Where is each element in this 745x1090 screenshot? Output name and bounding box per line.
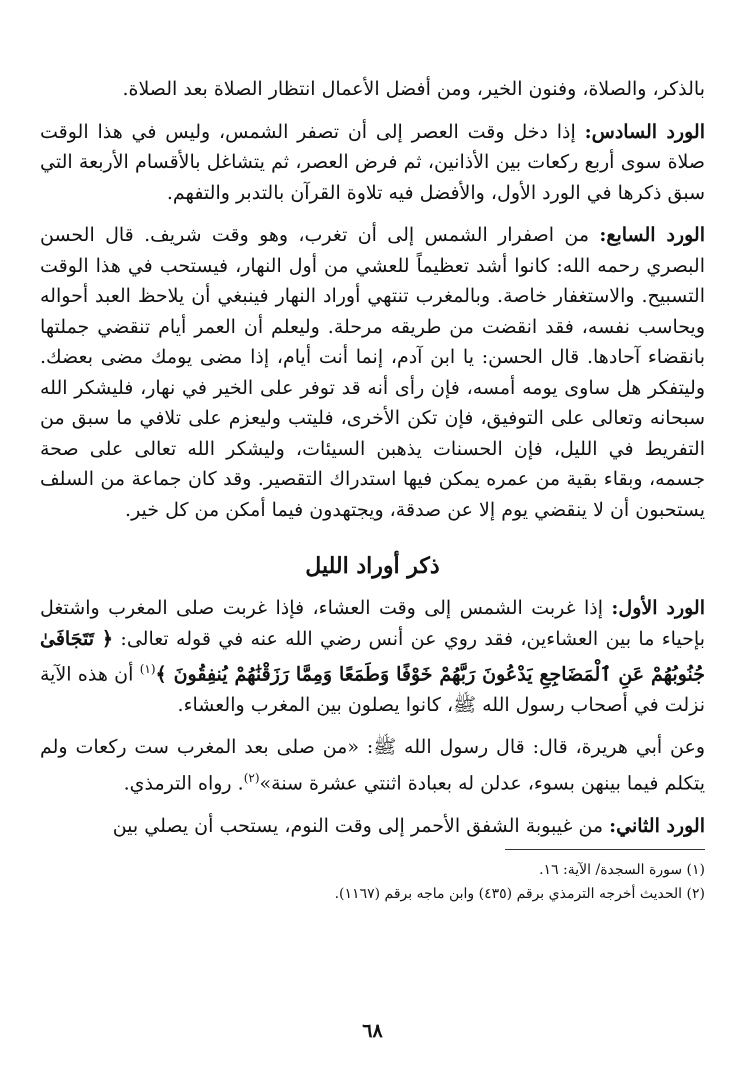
footnote-ref-2: (٢) [243, 770, 260, 785]
paragraph-text: بالذكر، والصلاة، وفنون الخير، ومن أفضل الأعمال انتظار الصلاة بعد الصلاة. [122, 78, 705, 100]
paragraph-text: إذا دخل وقت العصر إلى أن تصفر الشمس، وليس في هذا الوقت صلاة سوى أربع ركعات بين الأذانين، ثم فرض العصر، ثم يتشاغل بالأقسام الأربعة التي سبق ذكرها في الورد الأول، والأفضل فيه تلاوة القرآن بالتدبر والتفهم. [40, 120, 705, 204]
paragraph-text: من غيبوبة الشفق الأحمر إلى وقت النوم، يستحب أن يصلي بين [112, 814, 610, 837]
page-body [40, 74, 705, 906]
paragraph-lead: الورد السابع: [599, 224, 705, 246]
section-heading: ذكر أوراد الليل [305, 553, 440, 579]
paragraph-lead: الورد الثاني: [609, 814, 705, 837]
footnote-1: (١) سورة السجدة/ الآية: ١٦. [539, 862, 705, 879]
paragraph-text: من اصفرار الشمس إلى أن تغرب، وهو وقت شريف. قال الحسن البصري رحمه الله: كانوا أشد تعظيماً للعشي من أول النهار، فيستحب في هذا الوقت التسبيح. والاستغفار خاصة. وبالمغرب تنتهي أوراد النهار فينبغي أن يلاحظ العبد أحواله ويحاسب نفسه، فقد انقضت من طريقه مرحلة. وليعلم أن العمر أيام تنقضي جملتها بانقضاء آحادها. قال الحسن: يا ابن آدم، إنما أنت أيام، إذا مضى يومك مضى بعضك. وليتفكر هل ساوى يومه أمسه، فإن رأى أنه قد توفر على الخير في نهار، فليشكر الله سبحانه وتعالى على التوفيق، فإن تكن الأخرى، فليتب وليعزم على تلافي ما سبق من التفريط في الليل، فإن الحسنات يذهبن السيئات، وليشكر الله تعالى على صحة جسمه، وبقاء بقية من عمره يمكن فيها استدراك التقصير. وقد كان جماعة من السلف يستحبون أن لا ينقضي يوم إلا عن صدقة، ويجتهدون فيما أمكن من كل خير. [40, 224, 705, 521]
paragraph-text: أن هذه الآية نزلت في أصحاب رسول الله ﷺ، كانوا يصلون بين المغرب والعشاء. [40, 663, 705, 716]
paragraph-intro [40, 74, 705, 105]
paragraph-night-wird-2 [40, 811, 705, 842]
paragraph-night-wird-1 [40, 593, 705, 720]
paragraph-text: إذا غربت الشمس إلى وقت العشاء، فإذا غربت صلى المغرب واشتغل بإحياء ما بين العشاءين، فقد روي عن أنس رضي الله عنه في قوله تعالى: [40, 597, 705, 650]
paragraph-wird-7 [40, 220, 705, 525]
paragraph-lead: الورد الأول: [611, 597, 705, 619]
paragraph-hadith [40, 732, 705, 798]
quran-verse: ﴿ تَتَجَافَىٰ جُنُوبُهُمْ عَنِ ٱلْمَضَاجِعِ يَدْعُونَ رَبَّهُمْ خَوْفًا وَطَمَعًا وَمِمَّا رَزَقْنَٰهُمْ يُنفِقُونَ ﴾ [40, 627, 705, 686]
page-number: ٦٨ [362, 1020, 383, 1042]
footnote-divider [505, 849, 705, 850]
paragraph-wird-6 [40, 117, 705, 209]
footnote-2: (٢) الحديث أخرجه الترمذي برقم (٤٣٥) وابن ماجه برقم (١١٦٧). [334, 886, 705, 903]
paragraph-lead: الورد السادس: [584, 120, 705, 143]
footnote-ref-1: (١) [139, 662, 156, 676]
paragraph-text: . رواه الترمذي. [123, 772, 244, 795]
paragraph-text: وعن أبي هريرة، قال: قال رسول الله ﷺ: «من صلى بعد المغرب ست ركعات ولم يتكلم فيما بينهن بسوء، عدلن له بعبادة اثنتي عشرة سنة» [40, 736, 705, 795]
